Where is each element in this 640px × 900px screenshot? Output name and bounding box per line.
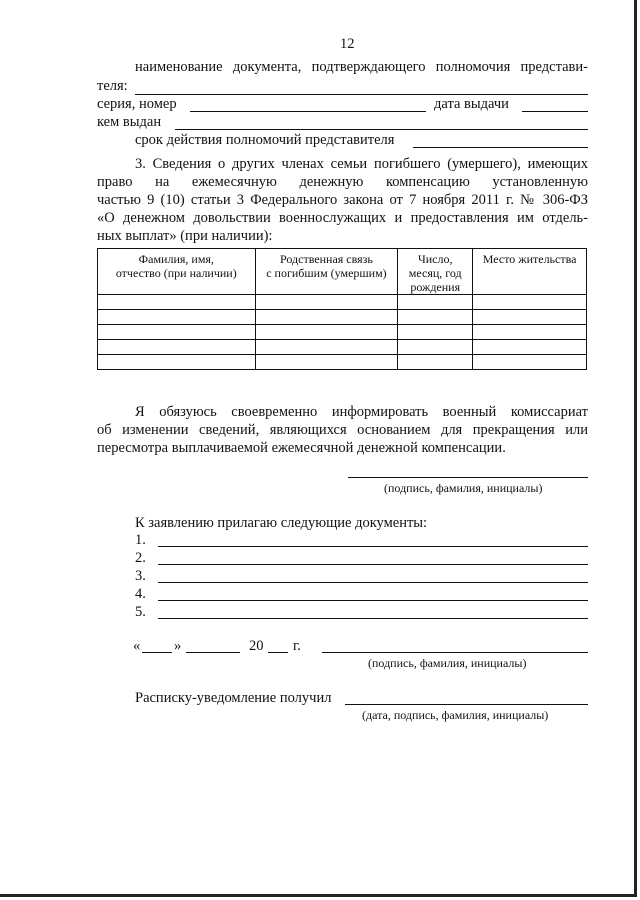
signature-caption-2: (подпись, фамилия, инициалы) [368, 656, 527, 670]
table-cell[interactable] [255, 310, 398, 325]
attachment-number: 5. [135, 604, 146, 620]
col-header-name: Фамилия, имя, отчество (при наличии) [98, 249, 256, 295]
receipt-label: Расписку-уведомление получил [135, 690, 332, 706]
attachment-field-2[interactable] [158, 564, 588, 565]
receipt-field[interactable] [345, 704, 588, 705]
attachment-field-3[interactable] [158, 582, 588, 583]
table-cell[interactable] [473, 325, 587, 340]
table-cell[interactable] [398, 340, 473, 355]
signature-field-2[interactable] [322, 652, 588, 653]
table-row [98, 340, 587, 355]
table-cell[interactable] [473, 310, 587, 325]
section3-line2: право на ежемесячную денежную компенсацию установленную [97, 174, 588, 190]
table-cell[interactable] [473, 355, 587, 370]
table-cell[interactable] [255, 295, 398, 310]
page-number: 12 [340, 36, 355, 52]
year-suffix: г. [293, 638, 301, 654]
table-cell[interactable] [398, 325, 473, 340]
date-open-quote: « [133, 638, 141, 654]
table-row [98, 325, 587, 340]
section3-line3: частью 9 (10) статьи 3 Федерального закона от 7 ноября 2011 г. № 306-ФЗ [97, 192, 588, 208]
signature-field-1[interactable] [348, 477, 588, 478]
table-row [98, 310, 587, 325]
issue-date-field[interactable] [522, 111, 588, 112]
obligation-line3: пересмотра выплачиваемой ежемесячной денежной компенсации. [97, 440, 506, 456]
table-cell[interactable] [473, 340, 587, 355]
attachment-number: 4. [135, 586, 146, 602]
table-row [98, 355, 587, 370]
rep-doc-field[interactable] [135, 94, 588, 95]
attachment-number: 1. [135, 532, 146, 548]
table-cell[interactable] [98, 310, 256, 325]
obligation-line1: Я обязуюсь своевременно информировать военный комиссариат [135, 404, 588, 420]
attachments-title: К заявлению прилагаю следующие документы: [135, 515, 428, 531]
validity-label: срок действия полномочий представителя [135, 132, 395, 148]
section3-line1: 3. Сведения о других членах семьи погибшего (умершего), имеющих [135, 156, 588, 172]
table-cell[interactable] [473, 295, 587, 310]
signature-caption-3: (дата, подпись, фамилия, инициалы) [362, 708, 549, 722]
month-field[interactable] [186, 652, 240, 653]
section3-line5: ных выплат» (при наличии): [97, 228, 273, 244]
table-cell[interactable] [398, 310, 473, 325]
attachment-number: 2. [135, 550, 146, 566]
table-cell[interactable] [255, 325, 398, 340]
date-close-quote: » [174, 638, 182, 654]
table-cell[interactable] [255, 355, 398, 370]
year-field[interactable] [268, 652, 288, 653]
table-cell[interactable] [398, 355, 473, 370]
series-label: серия, номер [97, 96, 177, 112]
signature-caption-1: (подпись, фамилия, инициалы) [384, 481, 543, 495]
table-cell[interactable] [98, 325, 256, 340]
table-cell[interactable] [255, 340, 398, 355]
series-field[interactable] [190, 111, 426, 112]
issued-by-field[interactable] [175, 129, 588, 130]
col-header-relation: Родственная связь с погибшим (умершим) [255, 249, 398, 295]
rep-doc-label-cont: теля: [97, 78, 128, 94]
day-field[interactable] [142, 652, 172, 653]
table-cell[interactable] [98, 295, 256, 310]
attachment-field-4[interactable] [158, 600, 588, 601]
issued-by-label: кем выдан [97, 114, 162, 130]
year-prefix: 20 [249, 638, 264, 654]
attachment-field-5[interactable] [158, 618, 588, 619]
validity-field[interactable] [413, 147, 588, 148]
obligation-line2: об изменении сведений, являющихся основанием для прекращения или [97, 422, 588, 438]
table-header-row [98, 249, 587, 295]
table-cell[interactable] [98, 340, 256, 355]
col-header-birthdate: Число, месяц, год рождения [398, 249, 473, 295]
attachment-field-1[interactable] [158, 546, 588, 547]
issue-date-label: дата выдачи [434, 96, 509, 112]
table-cell[interactable] [98, 355, 256, 370]
relatives-table [97, 248, 587, 370]
col-header-residence: Место жительства [473, 249, 587, 295]
rep-doc-label: наименование документа, подтверждающего полномочия представи- [135, 59, 588, 75]
section3-line4: «О денежном довольствии военнослужащих и предоставления им отдель- [97, 210, 588, 226]
table-row [98, 295, 587, 310]
table-cell[interactable] [398, 295, 473, 310]
attachment-number: 3. [135, 568, 146, 584]
